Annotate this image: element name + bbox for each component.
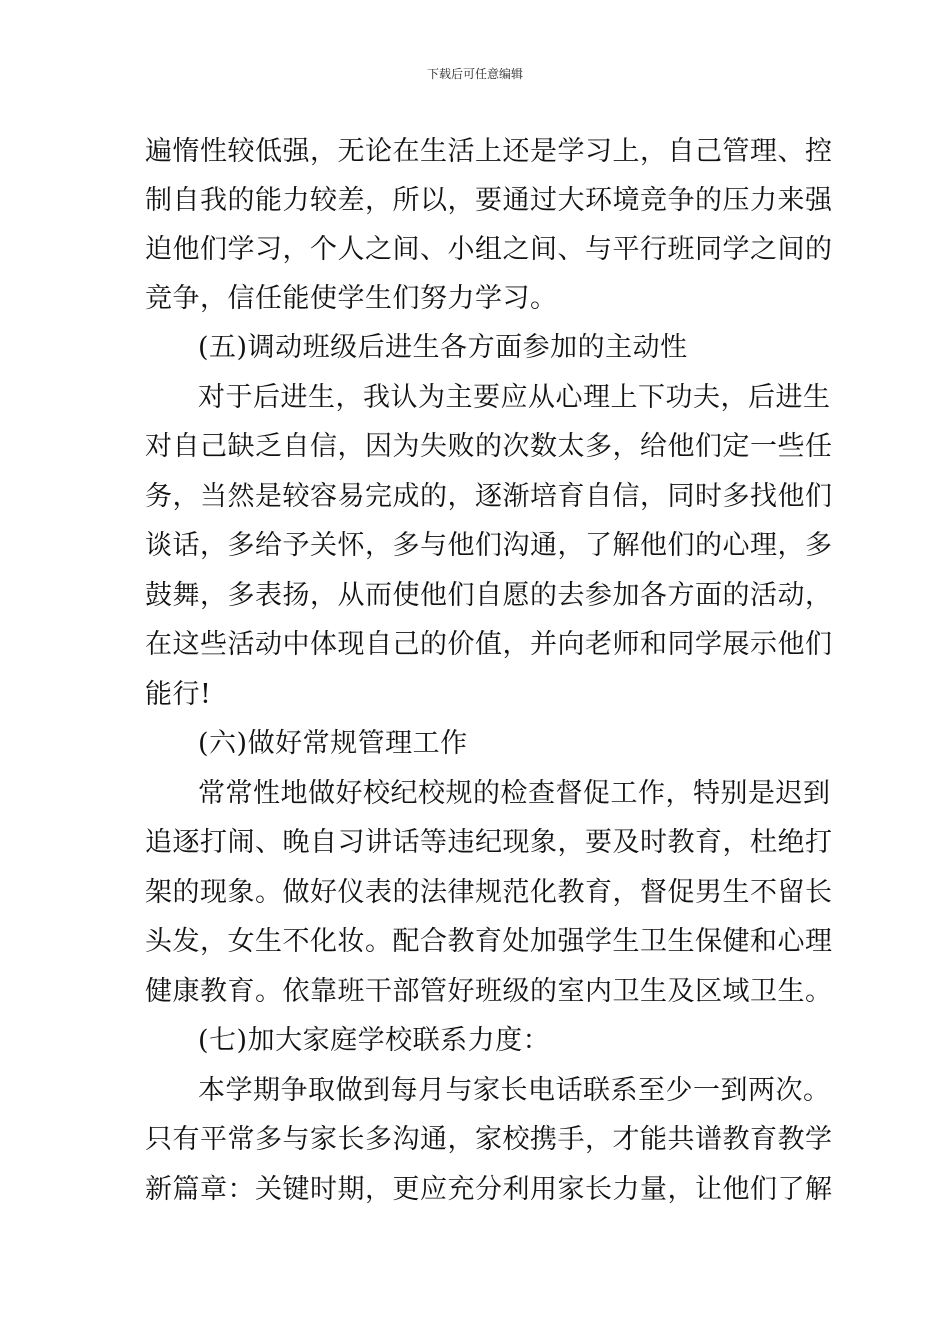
- text-line: 对自己缺乏自信，因为失败的次数太多，给他们定一些任: [145, 431, 833, 462]
- text-line: 对于后进生，我认为主要应从心理上下功夫，后进生: [198, 382, 831, 413]
- text-line: 追逐打闹、晚自习讲话等违纪现象，要及时教育，杜绝打: [145, 827, 833, 858]
- text-line: 谈话，多给予关怀，多与他们沟通，了解他们的心理，多: [145, 530, 833, 561]
- text-line: 遍惰性较低强，无论在生活上还是学习上，自己管理、控: [145, 136, 833, 167]
- text-line: 只有平常多与家长多沟通，家校携手，才能共谱教育教学: [145, 1124, 833, 1155]
- text-line: 常常性地做好校纪校规的检查督促工作，特别是迟到: [198, 778, 831, 809]
- text-line: 制自我的能力较差，所以，要通过大环境竞争的压力来强: [145, 185, 833, 216]
- text-line: 头发，女生不化妆。配合教育处加强学生卫生保健和心理: [145, 926, 833, 957]
- text-line: 本学期争取做到每月与家长电话联系至少一到两次。: [198, 1075, 831, 1106]
- text-line: 能行!: [145, 679, 212, 710]
- text-line: 新篇章：关键时期，更应充分利用家长力量，让他们了解: [145, 1174, 833, 1205]
- text-line: 务，当然是较容易完成的，逐渐培育自信，同时多找他们: [145, 481, 833, 512]
- page-header: 下载后可任意编辑: [426, 67, 523, 81]
- text-line: 迫他们学习，个人之间、小组之间、与平行班同学之间的: [145, 234, 833, 265]
- section-heading: (五)调动班级后进生各方面参加的主动性: [198, 332, 688, 363]
- text-line: 竞争，信任能使学生们努力学习。: [145, 283, 558, 314]
- text-line: 在这些活动中体现自己的价值，并向老师和同学展示他们: [145, 629, 833, 660]
- section-heading: (六)做好常规管理工作: [198, 728, 468, 759]
- text-line: 鼓舞，多表扬，从而使他们自愿的去参加各方面的活动，: [145, 580, 833, 611]
- text-line: 架的现象。做好仪表的法律规范化教育，督促男生不留长: [145, 877, 833, 908]
- section-heading: (七)加大家庭学校联系力度：: [198, 1025, 551, 1056]
- text-line: 健康教育。依靠班干部管好班级的室内卫生及区域卫生。: [145, 976, 833, 1007]
